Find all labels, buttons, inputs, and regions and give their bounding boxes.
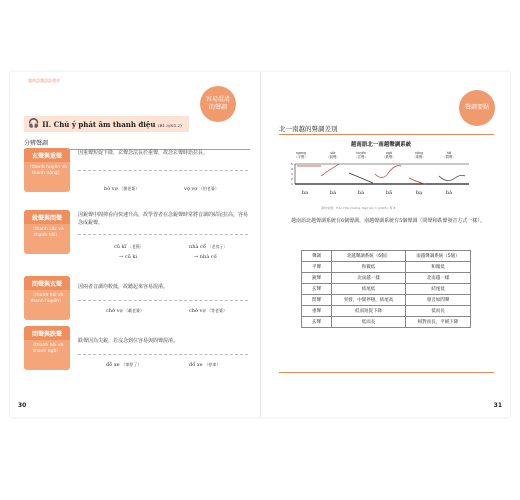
tone-pair-tag — [24, 326, 70, 370]
example — [114, 244, 144, 250]
topic-badge: 聲調要點 — [459, 90, 495, 126]
tone-label: ngang — [295, 151, 307, 155]
example — [189, 244, 227, 250]
table-cell: 低而長 — [405, 306, 470, 317]
example-gloss: （撲老婆） — [119, 186, 140, 191]
example — [106, 308, 144, 314]
tag-sub-1: （thanh hỏi và — [30, 343, 64, 348]
tag-title: 銳聲與問聲 — [24, 210, 70, 224]
left-page — [10, 72, 260, 417]
scale-number: 5 — [291, 162, 293, 166]
tone-comparison-table — [301, 250, 471, 328]
tag-title: 問聲與跌聲 — [24, 326, 70, 340]
tone-label-zh: （重聲） — [412, 155, 426, 159]
chart-title: 越南語北一南越聲調系統 — [350, 142, 412, 148]
scale-number: 1 — [291, 182, 293, 186]
tone-label: hỏi — [446, 151, 452, 155]
tag-sub-1: （thanh huyền và — [27, 165, 67, 170]
tag-sub-2: thanh huyền） — [30, 299, 64, 304]
table-cell: 和微低 — [405, 262, 470, 273]
tone-contour — [375, 166, 401, 178]
scale-number: 3 — [291, 172, 293, 176]
block-text: 因重聲短促下降，玄聲念法長於重聲，故念玄聲時語拉長。 — [78, 150, 209, 156]
table-cell: 玄聲 — [302, 317, 332, 328]
table-cell: 突發，中間停頓，結尾高 — [332, 295, 406, 306]
table-cell: 平聲 — [302, 262, 332, 273]
scale-number: 2 — [291, 177, 293, 181]
tone-label: sắc — [330, 151, 336, 155]
tag-sub-2: thanh nặng） — [31, 171, 63, 176]
tone-pair-block — [24, 326, 250, 382]
tone-label-zh: （玄聲） — [354, 155, 368, 159]
tag-title: 玄聲與重聲 — [24, 148, 70, 162]
tone-label: ngã — [386, 151, 392, 155]
divider — [78, 354, 248, 355]
syllable: bà — [357, 190, 365, 196]
tone-label-zh: （跌聲） — [382, 155, 396, 159]
tone-contour — [321, 164, 339, 176]
block-text: 因兩者音調均較低，故聽起來容易混淆。 — [78, 284, 169, 290]
divider — [78, 234, 248, 235]
tone-pair-block — [24, 276, 250, 332]
table-row — [302, 295, 471, 306]
section-code: (R1.3/N1.2) — [157, 122, 182, 128]
example — [119, 254, 137, 260]
tone-contour-svg — [291, 140, 471, 210]
tag-sub-1: （thanh hỏi và — [30, 293, 64, 298]
example — [194, 254, 217, 260]
syllable: bả — [445, 190, 453, 196]
divider — [78, 170, 248, 171]
example-word: → nhà cố — [194, 254, 217, 260]
example-gloss: （載老婆） — [124, 308, 145, 313]
example-gloss: 〔老房子〕 — [207, 244, 228, 249]
scale-number: 4 — [291, 167, 293, 171]
table-cell: 北南越一樣 — [405, 273, 470, 284]
page-number: 31 — [493, 402, 502, 409]
section-heading — [24, 116, 189, 132]
table-row — [302, 284, 471, 295]
tone-label-zh: （問聲） — [442, 155, 456, 159]
title-rule — [279, 134, 494, 135]
table-cell: 重聲 — [302, 306, 332, 317]
syllable: bá — [329, 190, 337, 196]
sub-heading: 分辨聲調 — [24, 138, 250, 150]
table-header-row — [302, 251, 471, 262]
example-word: đỗ xe — [106, 362, 120, 368]
example-gloss: （怕老婆） — [198, 186, 219, 191]
example — [106, 362, 141, 368]
table-cell: 玄聲 — [302, 284, 332, 295]
table-row — [302, 306, 471, 317]
tone-pair-block — [24, 148, 250, 204]
table-header: 聲調 — [302, 251, 332, 262]
example-word: chở vợ — [189, 308, 206, 314]
paragraph: 越南語北越聲調系統有6個聲調，南越聲調系統有5個聲調（問聲和跌聲發音方式一樣）。 — [291, 218, 485, 224]
table-cell: 低而長 — [332, 317, 406, 328]
tone-contour — [439, 175, 465, 180]
example-word: đổ xe — [189, 362, 203, 368]
tone-contour — [409, 178, 425, 184]
book-spread — [10, 72, 510, 417]
table-cell: 北南越一樣 — [332, 273, 406, 284]
tone-label: nặng — [414, 151, 424, 155]
section-title: II. Chú ý phát âm thanh điệu — [42, 119, 156, 129]
table-cell: 銳聲 — [302, 273, 332, 284]
right-title: 北一南越的聲調差別 — [279, 125, 338, 133]
block-text: 跌聲因為尖銳，若沒念到位容易與問聲混淆。 — [78, 338, 179, 344]
example-gloss: （車停了） — [121, 362, 142, 367]
table-cell: 低而短促下降 — [332, 306, 406, 317]
table-row — [302, 317, 471, 328]
tone-pair-block — [24, 210, 250, 270]
table-cell: 結尾低 — [405, 284, 470, 295]
table-cell: 相對而長，平緩下降 — [405, 317, 470, 328]
headphones-icon: 🎧 — [28, 118, 40, 129]
example-word: chờ vợ — [106, 308, 123, 314]
badge-line-2: 的聲調 — [208, 104, 227, 111]
example-gloss: 〔老舊〕 — [127, 244, 144, 249]
table-cell: 結尾低 — [332, 284, 406, 295]
example-gloss: （停車） — [204, 362, 221, 367]
tone-contour — [349, 173, 373, 183]
tag-title: 問聲與玄聲 — [24, 276, 70, 290]
right-page — [260, 72, 510, 417]
tag-sub-2: thanh ngã） — [33, 349, 61, 354]
tone-pair-tag — [24, 276, 70, 320]
example-word: → cũ ki — [119, 254, 138, 260]
table-row — [302, 273, 471, 284]
example-word: nhà cổ — [189, 244, 206, 250]
tone-label: huyền — [356, 151, 366, 155]
tone-chart — [291, 140, 471, 210]
table-row — [302, 262, 471, 273]
running-head: 越南語越語語發音 — [28, 78, 60, 83]
syllable: bạ — [415, 190, 423, 196]
example-gloss: （等老婆） — [207, 308, 228, 313]
table-cell: 發音如問聲 — [405, 295, 470, 306]
divider — [78, 300, 248, 301]
badge-line-1: 容易混淆 — [205, 96, 230, 103]
table-cell: 和微低 — [332, 262, 406, 273]
example — [189, 362, 220, 368]
bottom-rule — [279, 372, 494, 373]
example-word: cũ kĩ — [114, 244, 127, 250]
tag-sub-2: thanh hỏi） — [34, 233, 60, 238]
topic-badge — [200, 86, 236, 122]
tone-pair-tag — [24, 148, 70, 192]
tone-label-zh: （平聲） — [294, 155, 308, 159]
syllable: ba — [301, 190, 309, 196]
table-cell: 問聲 — [302, 295, 332, 306]
table-header: 南越聲調系統（5個） — [405, 251, 470, 262]
tone-pair-tag — [24, 210, 70, 254]
example — [184, 186, 219, 192]
block-text: 因銳聲中間抑看向快速升高，故學習者在念銳聲時常將音調的結尾拉高，容易念成銳聲。 — [78, 212, 249, 226]
page-number: 30 — [18, 402, 27, 409]
table-header: 北越聲調系統（6個） — [332, 251, 406, 262]
example — [104, 186, 139, 192]
tag-sub-1: （thanh sắc và — [30, 227, 64, 232]
example-word: vợ vợ — [184, 186, 198, 192]
tone-label-zh: （銳聲） — [326, 155, 340, 159]
chart-caption: 資料來源：Trần Hữu Dương, Ngữ âm 3 (2005), 頁 8 — [321, 206, 396, 210]
example — [189, 308, 227, 314]
syllable: bã — [385, 190, 393, 196]
example-word: bò vợ — [104, 186, 118, 192]
